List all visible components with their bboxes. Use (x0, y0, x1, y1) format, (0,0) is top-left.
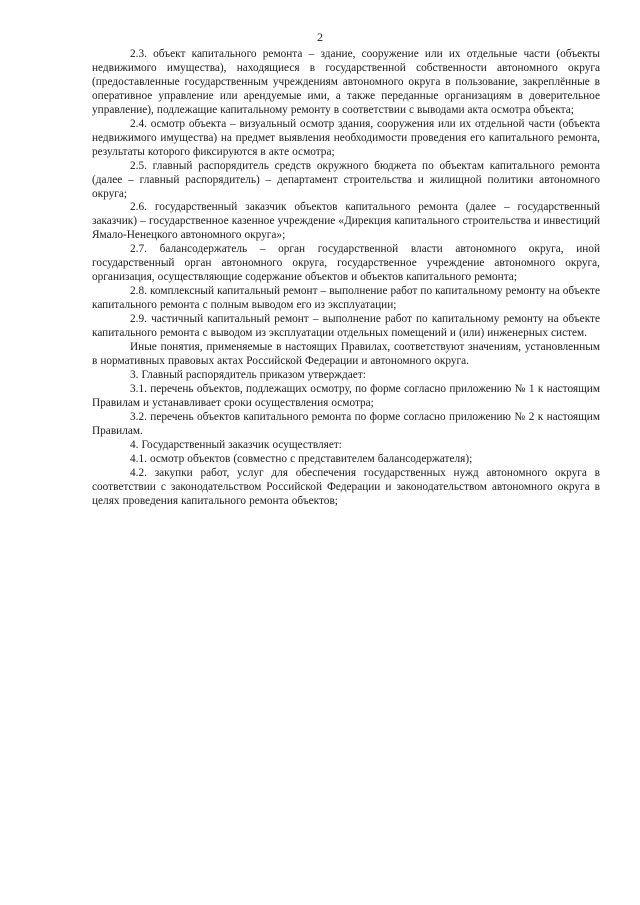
paragraph-3: 3. Главный распорядитель приказом утверждает: (130, 368, 366, 381)
paragraph-4-2: 4.2. закупки работ, услуг для обеспечения государственных нужд автономного округа в соответствии с законодательством Российской Федерации и законодательством автономного округа в целях проведения капитального ремонта объектов; (92, 466, 600, 507)
paragraph-2-5: 2.5. главный распорядитель средств окружного бюджета по объектам капитального ремонта (далее – главный распорядитель) – департамент строительства и жилищной политики автономного округа; (92, 159, 600, 200)
paragraph-3-2: 3.2. перечень объектов капитального ремонта по форме согласно приложению № 2 к настоящим Правилам. (92, 410, 600, 437)
paragraph-2-6: 2.6. государственный заказчик объектов капитального ремонта (далее – государственный заказчик) – государственное казенное учреждение «Дирекция капитального строительства и инвестиций Ямало-Ненецкого автономного округа»; (92, 201, 600, 242)
paragraph-2-8: 2.8. комплексный капитальный ремонт – выполнение работ по капитальному ремонту на объекте капитального ремонта с полным выводом его из эксплуатации; (92, 285, 600, 312)
paragraph-2-4: 2.4. осмотр объекта – визуальный осмотр здания, сооружения или их отдельной части (объекта недвижимого имущества) на предмет выявления необходимости проведения его капитального ремонта, результаты которого фиксируются в акте осмотра; (92, 117, 600, 158)
paragraph-2-7: 2.7. балансодержатель – орган государственной власти автономного округа, иной государственный орган автономного округа, государственное учреждение автономного округа, организация, осуществляющие содержание объектов и объектов капитального ремонта; (92, 243, 600, 284)
page-number: 2 (317, 30, 323, 44)
paragraph-4-1: 4.1. осмотр объектов (совместно с представителем балансодержателя); (130, 452, 473, 465)
paragraph-2-9: 2.9. частичный капитальный ремонт – выполнение работ по капитальному ремонту на объекте капитального ремонта с выводом из эксплуатации отдельных помещений и (или) инженерных систем. (92, 313, 600, 340)
paragraph-other-terms: Иные понятия, применяемые в настоящих Правилах, соответствуют значениям, установленным в нормативных правовых актах Российской Федерации и автономного округа. (92, 341, 600, 367)
document-body (92, 48, 600, 508)
paragraph-3-1: 3.1. перечень объектов, подлежащих осмотру, по форме согласно приложению № 1 к настоящим Правилам и устанавливает сроки осуществления осмотра; (92, 382, 600, 409)
paragraph-2-3: 2.3. объект капитального ремонта – здание, сооружение или их отдельные части (объекты недвижимого имущества), находящиеся в государственной собственности автономного округа (предоставленные государственным учреждениям автономного округа в пользование, закреплённые в оперативное управление или арендуемые ими, а также переданные организациям в доверительное управление), подлежащие капитальному ремонту в соответствии с выводами акта осмотра объекта; (92, 48, 600, 116)
paragraph-4: 4. Государственный заказчик осуществляет: (130, 438, 342, 451)
